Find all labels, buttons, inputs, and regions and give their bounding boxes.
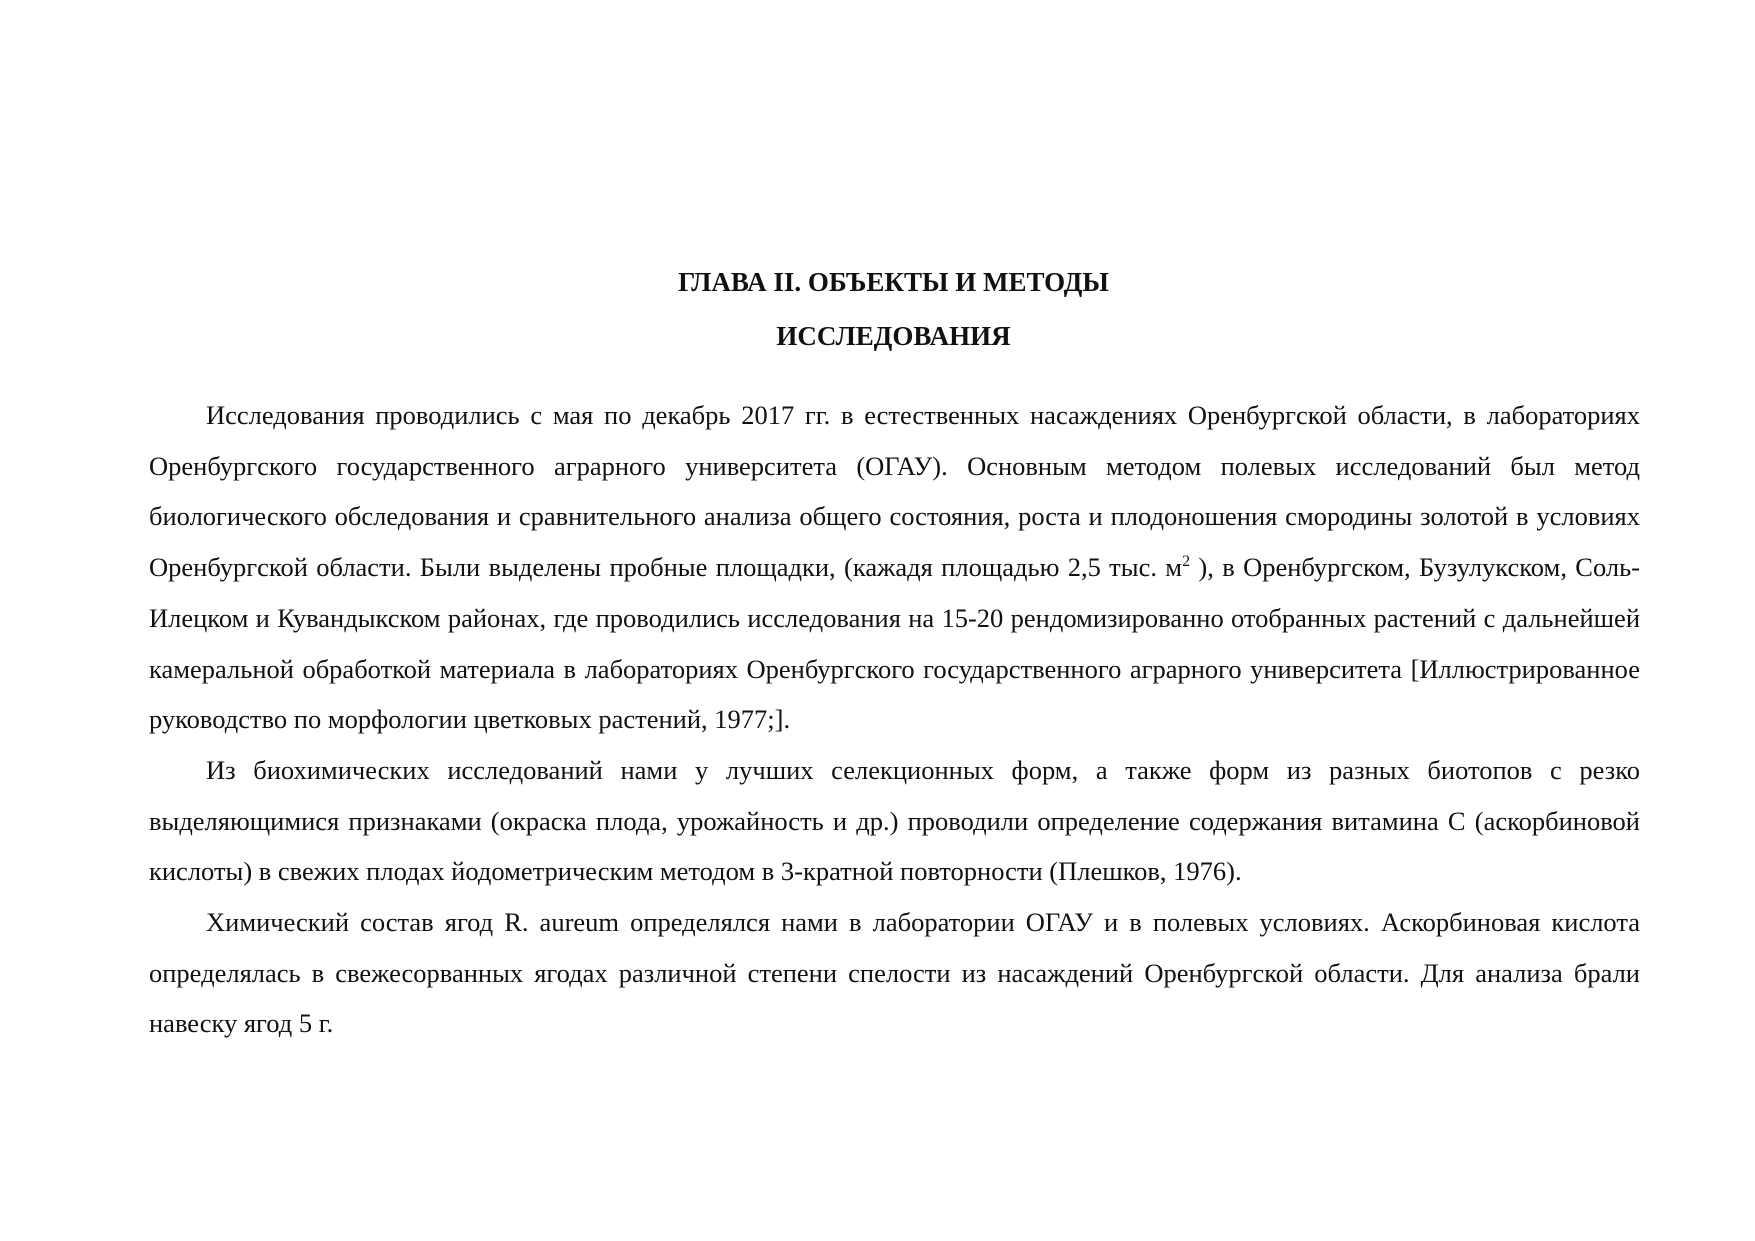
paragraph-research-overview	[149, 390, 1640, 745]
page-content	[149, 255, 1640, 1049]
chapter-title-line-2: ИССЛЕДОВАНИЯ	[776, 321, 1011, 351]
paragraph-biochemical-methods: Из биохимических исследований нами у лучших селекционных форм, а также форм из разных биотопов с резко выделяющимися признаками (окраска плода, урожайность и др.) проводили определение содержания витамина С (аскорбиновой кислоты) в свежих плодах йодометрическим методом в 3-кратной повторности (Плешков, 1976).	[149, 754, 1640, 887]
paragraph-chemical-composition: Химический состав ягод R. aureum определялся нами в лаборатории ОГАУ и в полевых условиях. Аскорбиновая кислота определялась в свежесорванных ягодах различной степени спелости из насаждений Оренбургской области. Для анализа брали навеску ягод 5 г.	[149, 907, 1640, 1039]
chapter-body	[149, 390, 1640, 1049]
area-unit-superscript: 2	[1182, 553, 1191, 571]
chapter-title-line-1: ГЛАВА II. ОБЪЕКТЫ И МЕТОДЫ	[678, 267, 1109, 297]
paragraph-1-text-end: ), в Оренбургском, Бузулукском, Соль-Илецком и Кувандыкском районах, где проводились исследования на 15-20 рендомизированно отобранных растений с дальнейшей камеральной обработкой материала в лабораториях Оренбургского государственного аграрного университета [Иллюстрированное руководство по морфологии цветковых растений, 1977;].	[149, 552, 1640, 735]
chapter-title	[149, 255, 1640, 363]
paragraph-1-text-start: Исследования проводились с мая по декабрь 2017 гг. в естественных насаждениях Оренбургской области, в лабораториях Оренбургского государственного аграрного университета (ОГАУ). Основным методом полевых исследований был метод биологического обследования и сравнительного анализа общего состояния, роста и плодоношения смородины золотой в условиях Оренбургской области. Были выделены пробные площадки, (кажадя площадью 2,5 тыс. м	[149, 400, 1640, 583]
